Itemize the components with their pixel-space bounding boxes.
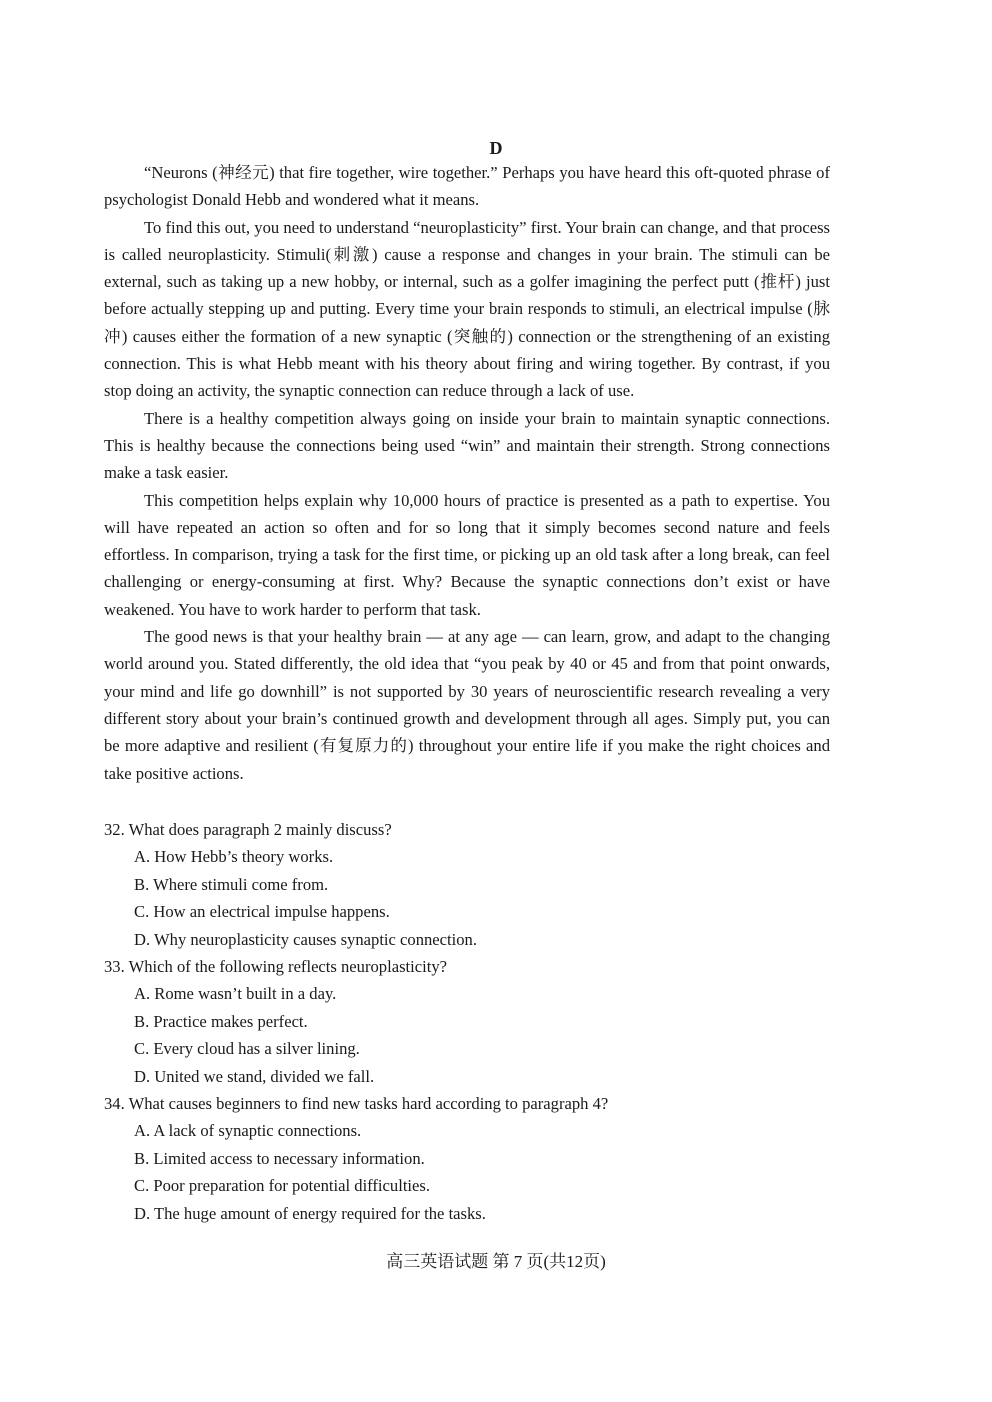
option-d: D. United we stand, divided we fall. [134, 1066, 375, 1086]
option-b: B. Limited access to necessary information. [134, 1148, 425, 1168]
option-list [104, 980, 830, 1090]
option-c: C. Every cloud has a silver lining. [134, 1039, 360, 1059]
option-c: C. How an electrical impulse happens. [134, 902, 390, 922]
question-stem: 32. What does paragraph 2 mainly discuss? [104, 820, 392, 839]
page-footer: 高三英语试题 第 7 页(共12页) [386, 1252, 606, 1271]
option-c: C. Poor preparation for potential difficulties. [134, 1176, 431, 1196]
section-heading: D [489, 138, 503, 158]
option-list [104, 1117, 830, 1227]
question-32 [104, 816, 830, 953]
question-stem: 33. Which of the following reflects neuroplasticity? [104, 957, 447, 977]
option-d: D. Why neuroplasticity causes synaptic connection. [134, 929, 477, 949]
option-d: D. The huge amount of energy required for the tasks. [134, 1203, 486, 1223]
question-stem: 34. What causes beginners to find new tasks hard according to paragraph 4? [104, 1094, 609, 1114]
option-a: A. A lack of synaptic connections. [134, 1121, 362, 1141]
passage-paragraph-4: This competition helps explain why 10,000 hours of practice is presented as a path to expertise. You will have repeated an action so often and for so long that it simply becomes second nature and feels effortless. In comparison, trying a task for the first time, or picking up an old task after a long break, can feel challenging or energy-consuming at first. Why? Because the synaptic connections don’t exist or have weakened. You have to work harder to perform that task. [104, 490, 830, 619]
question-33 [104, 953, 830, 1090]
option-b: B. Practice makes perfect. [134, 1011, 308, 1031]
question-34 [104, 1090, 830, 1227]
reading-passage [104, 159, 830, 787]
option-a: A. How Hebb’s theory works. [134, 847, 334, 867]
passage-paragraph-5: The good news is that your healthy brain — at any age — can learn, grow, and adapt to the changing world around you. Stated differently, the old idea that “you peak by 40 or 45 and from that point onwards, your mind and life go downhill” is not supported by 30 years of neuroscientific research revealing a very different story about your brain’s continued growth and development through all ages. Simply put, you can be more adaptive and resilient (有复原力的) throughout your entire life if you make the right choices and take positive actions. [104, 627, 830, 783]
option-list [104, 843, 830, 953]
question-list [104, 816, 830, 1227]
passage-paragraph-1: “Neurons (神经元) that fire together, wire together.” Perhaps you have heard this oft-quoted phrase of psychologist Donald Hebb and wondered what it means. [104, 163, 830, 210]
option-b: B. Where stimuli come from. [134, 874, 329, 894]
passage-paragraph-3: There is a healthy competition always going on inside your brain to maintain synaptic connections. This is healthy because the connections being used “win” and maintain their strength. Strong connections make a task easier. [104, 408, 830, 483]
passage-paragraph-2: To find this out, you need to understand “neuroplasticity” first. Your brain can change, and that process is called neuroplasticity. Stimuli(刺激) cause a response and changes in your brain. The stimuli can be external, such as taking up a new hobby, or internal, such as a golfer imagining the perfect putt (推杆) just before actually stepping up and putting. Every time your brain responds to stimuli, an electrical impulse (脉冲) causes either the formation of a new synaptic (突触的) connection or the strengthening of an existing connection. This is what Hebb meant with his theory about firing and wiring together. By contrast, if you stop doing an activity, the synaptic connection can reduce through a lack of use. [104, 217, 830, 401]
option-a: A. Rome wasn’t built in a day. [134, 984, 337, 1004]
